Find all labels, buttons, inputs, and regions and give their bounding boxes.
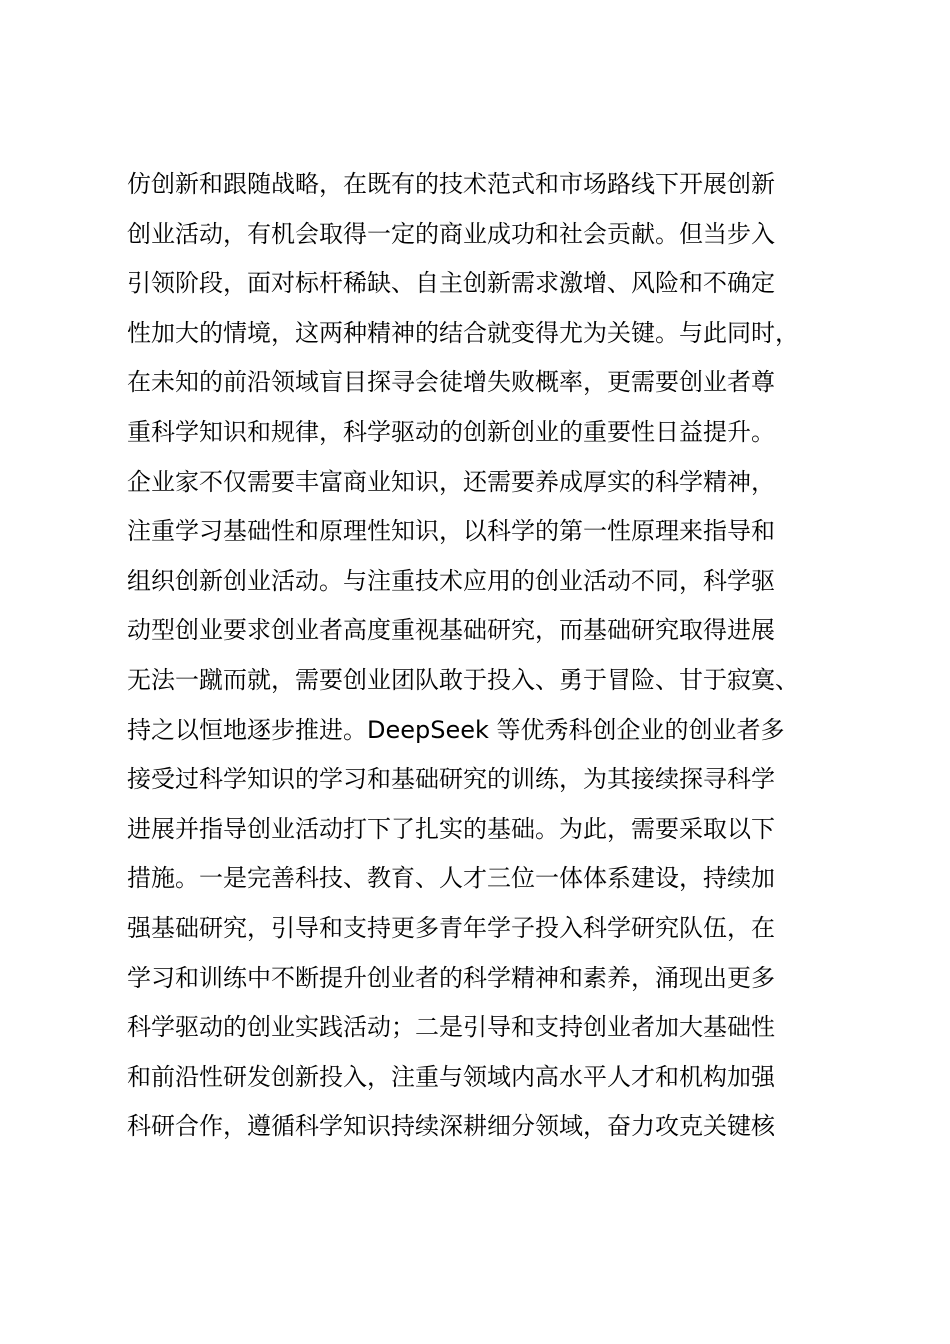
text-line-20: 科研合作，遵循科学知识持续深耕细分领域，奋力攻克关键核 <box>127 1112 775 1141</box>
text-line-7: 企业家不仅需要丰富商业知识，还需要养成厚实的科学精神， <box>127 467 775 496</box>
text-line-19: 和前沿性研发创新投入，注重与领域内高水平人才和机构加强 <box>127 1062 775 1091</box>
text-line-4: 性加大的情境，这两种精神的结合就变得尤为关键。与此同时， <box>127 318 799 347</box>
text-line-2: 创业活动，有机会取得一定的商业成功和社会贡献。但当步入 <box>127 219 775 248</box>
text-line-3: 引领阶段，面对标杆稀缺、自主创新需求激增、风险和不确定 <box>127 269 775 298</box>
text-line-9: 组织创新创业活动。与注重技术应用的创业活动不同，科学驱 <box>127 566 775 595</box>
text-line-12: 持之以恒地逐步推进。DeepSeek 等优秀科创企业的创业者多 <box>127 715 785 744</box>
text-line-13: 接受过科学知识的学习和基础研究的训练，为其接续探寻科学 <box>127 765 775 794</box>
text-line-5: 在未知的前沿领域盲目探寻会徒增失败概率，更需要创业者尊 <box>127 368 775 397</box>
text-line-17: 学习和训练中不断提升创业者的科学精神和素养，涌现出更多 <box>127 963 775 992</box>
text-line-18: 科学驱动的创业实践活动；二是引导和支持创业者加大基础性 <box>127 1013 775 1042</box>
text-line-14: 进展并指导创业活动打下了扎实的基础。为此，需要采取以下 <box>127 814 775 843</box>
text-line-11: 无法一蹴而就，需要创业团队敢于投入、勇于冒险、甘于寂寞、 <box>127 665 799 694</box>
text-line-16: 强基础研究，引导和支持更多青年学子投入科学研究队伍，在 <box>127 913 775 942</box>
text-line-6: 重科学知识和规律，科学驱动的创新创业的重要性日益提升。 <box>127 417 775 446</box>
text-line-15: 措施。一是完善科技、教育、人才三位一体体系建设，持续加 <box>127 864 775 893</box>
text-line-1: 仿创新和跟随战略，在既有的技术范式和市场路线下开展创新 <box>127 170 775 198</box>
body-text <box>127 170 847 1176</box>
text-line-10: 动型创业要求创业者高度重视基础研究，而基础研究取得进展 <box>127 616 775 645</box>
text-line-8: 注重学习基础性和原理性知识，以科学的第一性原理来指导和 <box>127 517 775 546</box>
